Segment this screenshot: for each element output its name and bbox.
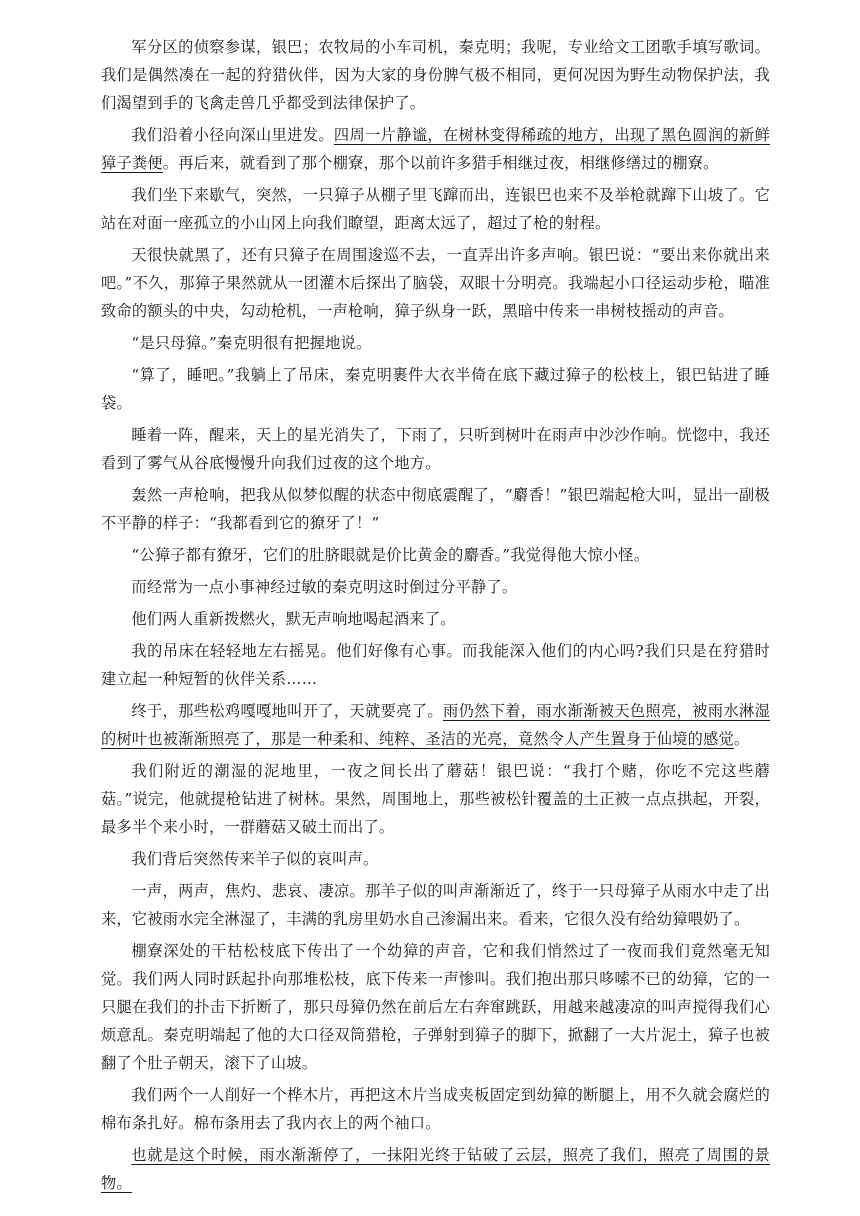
underlined-sentence: 雨仍然下着，雨水渐渐被天色照亮，被雨水淋湿的树叶也被渐渐照亮了，那是一种柔和、纯粹、圣洁的光亮，竟然令人产生置身于仙境的感觉: [101, 702, 771, 748]
paragraph-text: 我们附近的潮湿的泥地里，一夜之间长出了蘑菇！银巴说：“我打个赌，你吃不完这些蘑菇。”说完，他就提枪钻进了树林。果然，周围地上，那些被松针覆盖的土正被一点点拱起，开裂，最多半个来小时，一群蘑菇又破土而出了。: [101, 762, 770, 836]
paragraph-text: 我们两个一人削好一个桦木片，再把这木片当成夹板固定到幼獐的断腿上，用不久就会腐烂的棉布条扎好。棉布条用去了我内衣上的两个袖口。: [101, 1086, 770, 1132]
paragraph: [101, 845, 770, 873]
paragraph-text: 天很快就黑了，还有只獐子在周围逡巡不去，一直弄出许多声响。银巴说：“要出来你就出来吧。”不久，那獐子果然就从一团灌木后探出了脑袋，双眼十分明亮。我端起小口径运动步枪，瞄准致命的额头的中央，勾动枪机，一声枪响，獐子纵身一跃，黑暗中传来一串树枝摇动的声音。: [101, 246, 770, 320]
paragraph-text: 而经常为一点小事神经过敏的秦克明这时倒过分平静了。: [131, 578, 518, 596]
paragraph: [101, 1141, 770, 1197]
paragraph: [101, 361, 770, 417]
paragraph-text: “公獐子都有獠牙，它们的肚脐眼就是价比黄金的麝香。”我觉得他大惊小怪。: [131, 546, 650, 564]
paragraph-text: 一声，两声，焦灼、悲哀、凄凉。那羊子似的叫声渐渐近了，终于一只母獐子从雨水中走了出来，它被雨水完全淋湿了，丰满的乳房里奶水自己渗漏出来。看来，它很久没有给幼獐喂奶了。: [101, 882, 770, 928]
paragraph-text: 终于，那些松鸡嘎嘎地叫开了，天就要亮了。: [131, 702, 443, 720]
paragraph: [101, 757, 770, 841]
paragraph: [101, 421, 770, 477]
paragraph: [101, 573, 770, 601]
paragraph: [101, 329, 770, 357]
paragraph-text: 。: [733, 730, 750, 748]
paragraph-text: 他们两人重新拨燃火，默无声响地喝起酒来了。: [131, 610, 456, 628]
paragraph-text: 棚寮深处的干枯松枝底下传出了一个幼獐的声音，它和我们悄然过了一夜而我们竟然毫无知觉。我们两人同时跃起扑向那堆松枝，底下传来一声惨叫。我们抱出那只哆嗦不已的幼獐，它的一只腿在我们的扑击下折断了，那只母獐仍然在前后左右奔窜跳跃，用越来越凄凉的叫声搅得我们心烦意乱。秦克明端起了他的大口径双筒猎枪，子弹射到獐子的脚下，掀翻了一大片泥土，獐子也被翻了个肚子朝天，滚下了山坡。: [101, 942, 770, 1072]
paragraph: [101, 1081, 770, 1137]
underlined-sentence: 四周一片静谧，在树林变得稀疏的地方，出现了黑色圆润的新鲜獐子粪便: [101, 126, 771, 172]
paragraph-text: 我们坐下来歇气，突然，一只獐子从棚子里飞蹿而出，连银巴也来不及举枪就蹿下山坡了。它站在对面一座孤立的小山冈上向我们瞭望，距离太远了，超过了枪的射程。: [101, 186, 770, 232]
paragraph: [101, 637, 770, 693]
paragraph-text: 我们背后突然传来羊子似的哀叫声。: [131, 850, 379, 868]
paragraph: [101, 121, 770, 177]
paragraph-text: “算了，睡吧。”我躺上了吊床，秦克明裹件大衣半倚在底下藏过獐子的松枝上，银巴钻进了睡袋。: [101, 366, 770, 412]
paragraph: [101, 481, 770, 537]
paragraph: [101, 605, 770, 633]
paragraph-text: 轰然一声枪响，把我从似梦似醒的状态中彻底震醒了，“麝香！”银巴端起枪大叫，显出一副极不平静的样子：“我都看到它的獠牙了！”: [101, 486, 770, 532]
paragraph-text: 我的吊床在轻轻地左右摇晃。他们好像有心事。而我能深入他们的内心吗?我们只是在狩猎时建立起一种短暂的伙伴关系……: [101, 642, 770, 688]
paragraph: [101, 697, 770, 753]
paragraph: [101, 33, 770, 117]
paragraph: [101, 541, 770, 569]
passage-body: [101, 33, 770, 1197]
paragraph-text: 。再后来，就看到了那个棚寮，那个以前许多猎手相继过夜，相继修缮过的棚寮。: [162, 154, 719, 172]
paragraph-text: “是只母獐。”秦克明很有把握地说。: [131, 334, 372, 352]
paragraph: [101, 877, 770, 933]
paragraph: [101, 937, 770, 1077]
paragraph-text: 军分区的侦察参谋，银巴；农牧局的小车司机，秦克明；我呢，专业给文工团歌手填写歌词。我们是偶然凑在一起的狩猎伙伴，因为大家的身份脾气极不相同，更何况因为野生动物保护法，我们渴望到手的飞禽走兽几乎都受到法律保护了。: [101, 38, 770, 112]
paragraph-text: 睡着一阵，醒来，天上的星光消失了，下雨了，只听到树叶在雨声中沙沙作响。恍惚中，我还看到了雾气从谷底慢慢升向我们过夜的这个地方。: [101, 426, 770, 472]
paragraph-text: 我们沿着小径向深山里进发。: [131, 126, 334, 144]
paragraph: [101, 241, 770, 325]
paragraph: [101, 181, 770, 237]
underlined-sentence: 也就是这个时候，雨水渐渐停了，一抹阳光终于钻破了云层，照亮了我们，照亮了周围的景物。: [101, 1146, 770, 1192]
